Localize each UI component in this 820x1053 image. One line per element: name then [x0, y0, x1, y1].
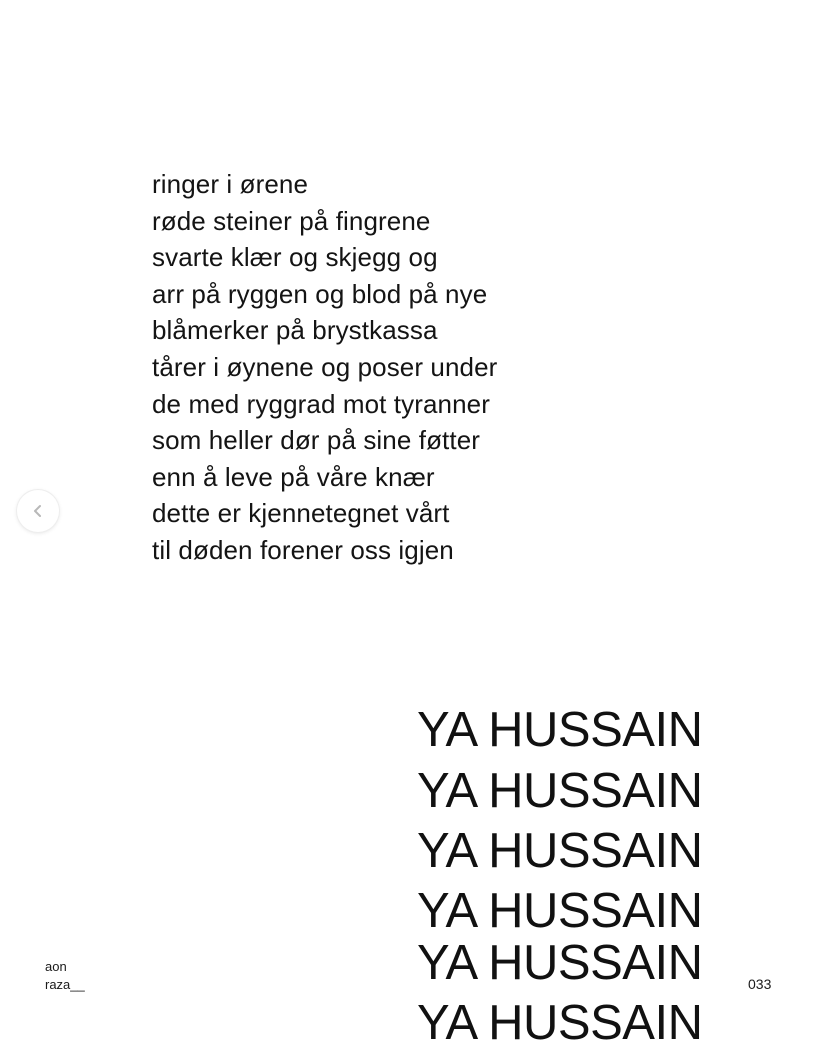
chant-line: YA HUSSAIN: [417, 764, 703, 818]
poem-line: arr på ryggen og blod på nye: [152, 278, 488, 309]
chevron-left-icon: [31, 504, 45, 518]
poem-line: røde steiner på fingrene: [152, 205, 431, 236]
poem-line: som heller dør på sine føtter: [152, 425, 481, 456]
poem-line: enn å leve på våre knær: [152, 461, 435, 492]
poem-line: ringer i ørene: [152, 169, 309, 199]
signature-line: aon: [45, 959, 67, 974]
page-number: 033: [748, 976, 772, 992]
chant-line: YA HUSSAIN: [417, 824, 703, 878]
poem: [152, 166, 497, 569]
signature-line: raza__: [45, 977, 85, 992]
poem-line: blåmerker på brystkassa: [152, 315, 438, 346]
chant-line: YA HUSSAIN: [417, 884, 703, 938]
author-signature: [45, 958, 85, 994]
chant-line: YA HUSSAIN: [417, 703, 703, 757]
previous-slide-button[interactable]: [17, 490, 59, 532]
poem-line: tårer i øynene og poser under: [152, 351, 498, 382]
poem-line: de med ryggrad mot tyranner: [152, 388, 490, 419]
poem-line: til døden forener oss igjen: [152, 534, 454, 565]
chant-line: YA HUSSAIN: [417, 996, 703, 1050]
poem-line: dette er kjennetegnet vårt: [152, 498, 450, 529]
poem-line: svarte klær og skjegg og: [152, 242, 438, 273]
chant-line: YA HUSSAIN: [417, 936, 703, 990]
